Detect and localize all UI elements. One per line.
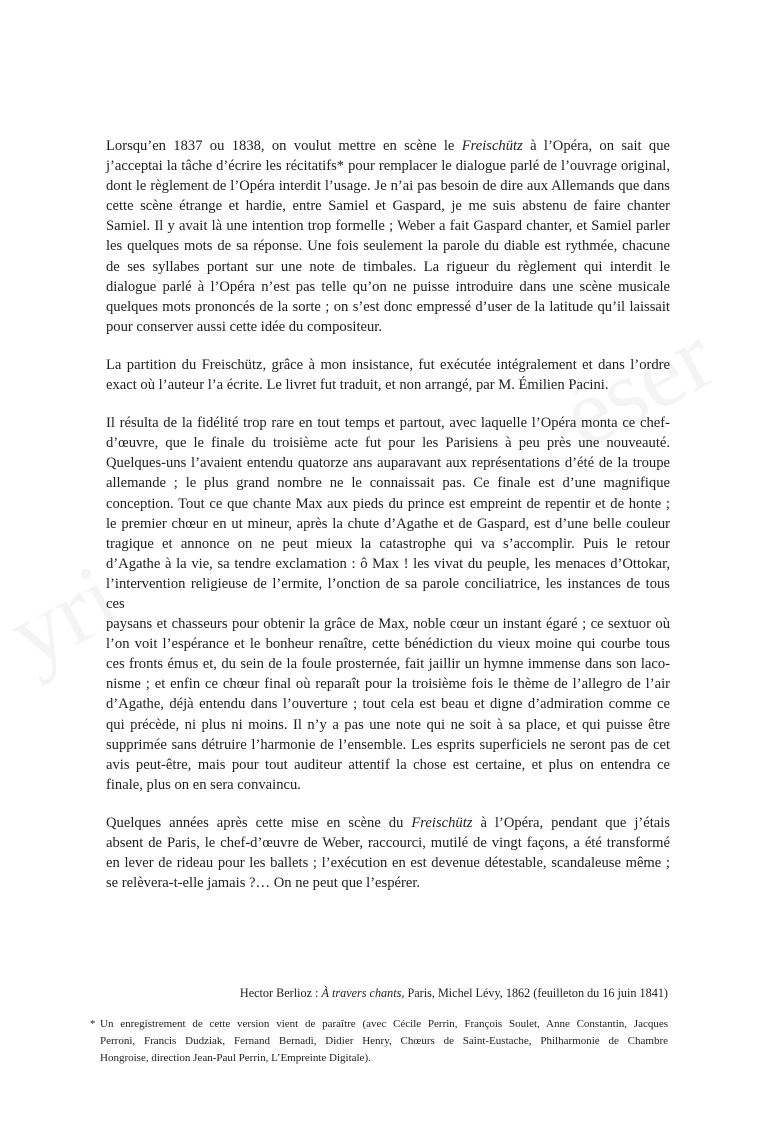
text-line: j’acceptai la tâche d’écrire les récitatifs* pour remplacer le dialogue parlé de l’ouvrage original, — [106, 158, 670, 175]
paragraph — [106, 413, 670, 795]
citation: Hector Berlioz : À travers chants, Paris, Michel Lévy, 1862 (feuilleton du 16 juin 1841) — [239, 986, 668, 1000]
footnote-mark: * — [90, 1018, 96, 1030]
paragraph — [106, 813, 670, 893]
text-line: supprimée sans détruire l’harmonie de l’ensemble. Les esprits superficiels ne seront pas de cet — [106, 736, 670, 753]
text-line: Quelques-uns l’avaient entendu quatorze ans auparavant aux représentations d’été de la troupe — [106, 455, 670, 472]
text-line: absent de Paris, le chef-d’œuvre de Weber, raccourci, mutilé de vingt façons, a été transformé — [106, 835, 670, 851]
italic-title: Freischütz — [461, 138, 523, 154]
italic-title: Freischütz — [411, 814, 473, 831]
text-line: qui précède, ni plus ni moins. Il n’y a pas une note qui ne soit à sa place, et qui puisse être — [106, 716, 670, 733]
footnote-line: Perroni, Francis Dudziak, Fernand Bernadi, Didier Henry, Chœurs de Saint-Eustache, Philharmonie de Chambre — [100, 1035, 668, 1047]
text-line: dont le règlement de l’Opéra interdit l’usage. Je n’ai pas besoin de dire aux Allemands que dans — [106, 178, 670, 195]
text-line: conception. Tout ce que chante Max aux pieds du prince est empreint de repentir et de honte ; — [106, 495, 670, 512]
text-line: tragique et annonce on ne peut mieux la catastrophe qui va s’accomplir. Puis le retour — [106, 535, 670, 552]
text-line: quelques mots prononcés de la sorte ; on s’est donc empressé d’user de la latitude qu’il laissait — [106, 298, 670, 315]
paragraph — [106, 355, 670, 395]
text-line: d’œuvre, que le finale du troisième acte fut pour les Parisiens à peu près une nouveauté. — [106, 435, 670, 452]
text-line: ces fronts émus et, du sein de la foule prosternée, fait jaillir un hymne immense dans son laco- — [106, 656, 670, 673]
text-line: dialogue parlé à l’Opéra n’est pas telle qu’on ne puisse introduire dans une scène musicale — [106, 278, 670, 295]
footnote-line: Hongroise, direction Jean-Paul Perrin, L’Empreinte Digitale). — [100, 1052, 371, 1064]
text-line: l’intervention religieuse de l’ermite, l’onction de sa parole conciliatrice, les instances de tous ces — [106, 575, 670, 612]
text-line: d’Agathe à la vie, sa tendre exclamation : ô Max ! les vivat du peuple, les menaces d’Ottokar, — [106, 555, 670, 572]
text-line: de ses syllabes portant sur une note de timbales. La rigueur du règlement qui interdit le — [106, 258, 670, 275]
text-line: pour conserver aussi cette idée du compositeur. — [106, 318, 382, 335]
paragraph — [106, 136, 670, 337]
text-line: nisme ; et enfin ce chœur final où reparaît pour la troisième fois le thème de l’allegro de l’air — [106, 676, 670, 693]
text-line: avis peut-être, mais pour tout auditeur attentif la chose est certaine, et plus on entendra ce — [106, 756, 670, 773]
text-line: d’Agathe, déjà entendu dans l’ouverture ; tout cela est beau et digne d’admiration comme ce — [106, 696, 670, 713]
text-line: l’on voit l’espérance et le bonheur renaître, cette bénédiction du vieux moine qui courbe tous — [106, 636, 670, 653]
text-line: Samiel. Il y avait là une intention trop formelle ; Weber a fait Gaspard chanter, et Samiel parler — [106, 218, 670, 235]
footnote-line: Un enregistrement de cette version vient de paraître (avec Cécile Perrin, François Soulet, Anne Constantin, Jacques — [100, 1018, 668, 1030]
text-line: finale, plus on en sera convaincu. — [106, 776, 301, 793]
footnote-text — [90, 1016, 668, 1067]
text-line: paysans et chasseurs pour obtenir la grâce de Max, noble cœur un instant égaré ; ce sextuor où — [106, 616, 670, 633]
text-line: Lorsqu’en 1837 ou 1838, on voulut mettre en scène le Freischütz à l’Opéra, on sait que — [106, 138, 670, 154]
text-line: allemande ; le plus grand nombre ne le connaissait pas. Ce finale est d’une magnifique — [106, 475, 670, 492]
italic-title: À travers chants — [321, 986, 402, 1000]
text-line: se relèvera-t-elle jamais ?… On ne peut que l’espérer. — [106, 875, 421, 892]
text-line: les quelques mots de sa réponse. Une fois seulement la parole du diable est rythmée, chacune — [106, 238, 670, 255]
text-line: cette scène étrange et hardie, entre Samiel et Gaspard, je me suis abstenu de faire chanter — [106, 198, 670, 215]
article-body — [106, 136, 670, 911]
text-line: Quelques années après cette mise en scène du Freischütz à l’Opéra, pendant que j’étais — [106, 814, 670, 831]
text-line: en lever de rideau pour les ballets ; l’exécution en est devenue détestable, scandaleuse même ; — [106, 855, 670, 872]
text-line: Il résulta de la fidélité trop rare en tout temps et partout, avec laquelle l’Opéra monta ce chef- — [106, 415, 670, 432]
footnote — [90, 1016, 668, 1067]
text-line: exact où l’auteur l’a écrite. Le livret fut traduit, et non arrangé, par M. Émilien Pacini. — [106, 377, 609, 394]
text-line: La partition du Freischütz, grâce à mon insistance, fut exécutée intégralement et dans l’ordre — [106, 356, 670, 373]
text-line: le premier chœur en ut mineur, après la chute d’Agathe et de Gaspard, est d’une belle couleur — [106, 515, 670, 532]
